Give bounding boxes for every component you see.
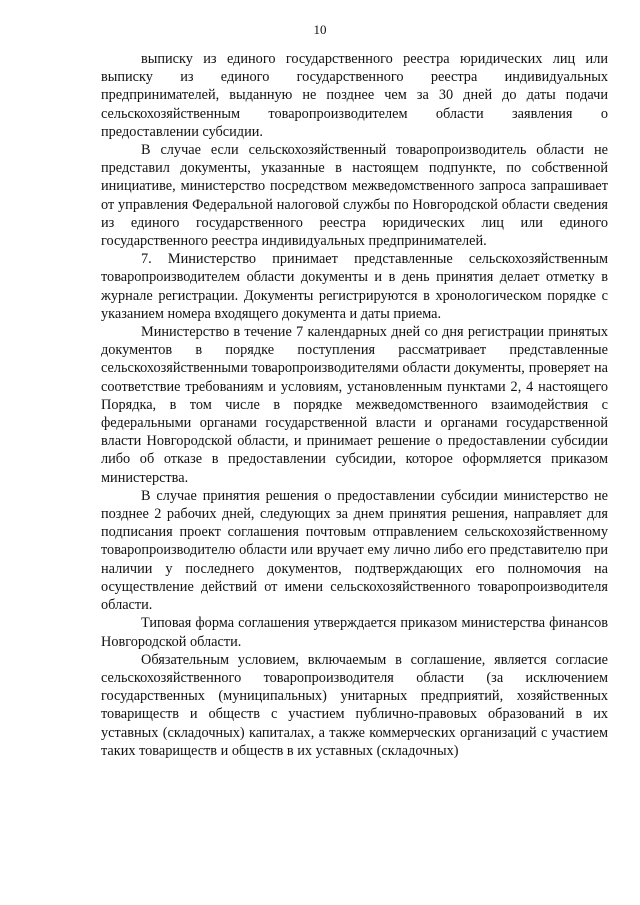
paragraph-interagency-request: В случае если сельскохозяйственный товаропроизводитель области не представил документы, указанные в настоящем подпункте, по собственной инициативе, министерство посредством межведомственного запроса запрашивает от управления Федеральной налоговой службы по Новгородской области сведения из единого государственного реестра юридических лиц или единого государственного реестра индивидуальных предпринимателей.: [101, 142, 608, 250]
paragraph-standard-form: Типовая форма соглашения утверждается приказом министерства финансов Новгородской области.: [101, 615, 608, 650]
paragraph-agreement-sending: В случае принятия решения о предоставлении субсидии министерство не позднее 2 рабочих дней, следующих за днем принятия решения, направляет для подписания проект соглашения почтовым отправлением сельскохозяйственному товаропроизводителю области или вручает ему лично либо его представителю при наличии у последнего документов, подтверждающих его полномочия на осуществление действий от имени сельскохозяйственного товаропроизводителя области.: [101, 487, 608, 614]
paragraph-mandatory-condition: Обязательным условием, включаемым в соглашение, является согласие сельскохозяйственного товаропроизводителя области (за исключением государственных (муниципальных) унитарных предприятий, хозяйственных товариществ и обществ с участием публично-правовых образований в их уставных (складочных) капиталах, а также коммерческих организаций с участием таких товариществ и обществ в их уставных (складочных): [101, 651, 608, 759]
paragraph-registry-extract: выписку из единого государственного реестра юридических лиц или выписку из единого государственного реестра индивидуальных предпринимателей, выданную не позднее чем за 30 дней до даты подачи сельскохозяйственным товаропроизводителем области заявления о предоставлении субсидии.: [101, 51, 608, 140]
document-body: [101, 50, 608, 760]
paragraph-review-period: Министерство в течение 7 календарных дней со дня регистрации принятых документов в порядке поступления рассматривает представленные сельскохозяйственными товаропроизводителями области документы, проверяет на соответствие требованиям и условиям, установленным пунктами 2, 4 настоящего Порядка, в том числе в порядке межведомственного взаимодействия с федеральными органами государственной власти и органами государственной власти Новгородской области, и принимает решение о предоставлении субсидии либо об отказе в предоставлении субсидии, которое оформляется приказом министерства.: [101, 324, 608, 486]
page-number: 10: [313, 22, 327, 37]
paragraph-item-7: 7. Министерство принимает представленные сельскохозяйственным товаропроизводителем области документы и в день принятия делает отметку в журнале регистрации. Документы регистрируются в хронологическом порядке с указанием номера входящего документа и даты приема.: [101, 251, 608, 322]
